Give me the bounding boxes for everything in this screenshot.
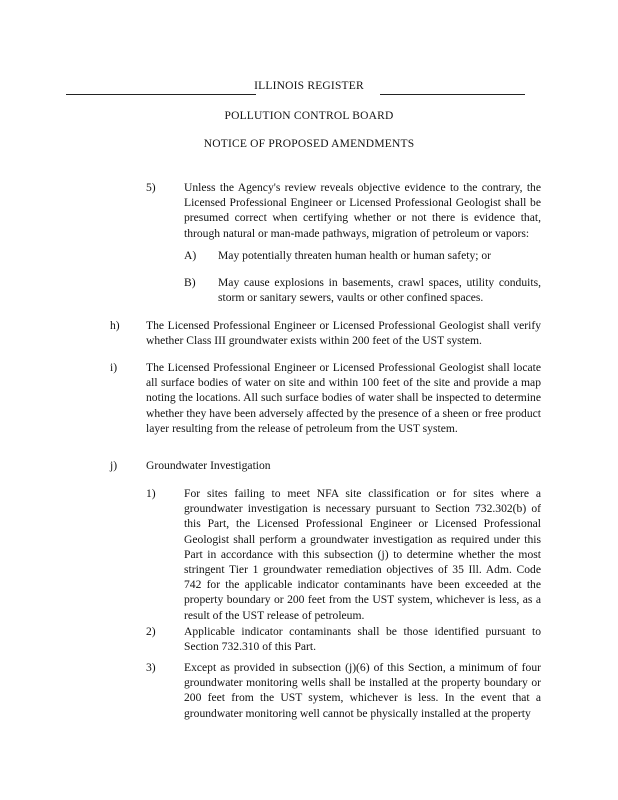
register-title: ILLINOIS REGISTER [254,80,364,92]
item-5-label: 5) [146,181,156,194]
item-j-heading: Groundwater Investigation [146,459,271,472]
item-A-text: May potentially threaten human health or human safety; or [218,249,492,262]
header-rule-left [66,94,256,95]
item-A-label: A) [184,249,197,262]
notice-title: NOTICE OF PROPOSED AMENDMENTS [203,138,415,150]
item-i-label: i) [110,361,118,374]
item-j-label: j) [110,459,118,472]
header-rule-right [380,94,525,95]
item-j2-text: Applicable indicator contaminants shall be those identified pursuant to Section 732.310 of this Part. [184,625,541,654]
item-j3-text: Except as provided in subsection (j)(6) of this Section, a minimum of four groundwater monitoring wells shall be installed at the property boundary or 200 feet from the UST system, whichever is less. In the event that a groundwater monitoring well cannot be physically installed at the property [184,661,541,720]
item-B-label: B) [184,276,196,289]
item-i-text: The Licensed Professional Engineer or Licensed Professional Geologist shall locate all surface bodies of water on site and within 100 feet of the site and provide a map noting the locations. All such surface bodies of water shall be inspected to determine whether they have been adversely affected by the presence of a sheen or free product layer resulting from the release of petroleum from the UST system. [146,361,541,435]
item-B-text: May cause explosions in basements, crawl spaces, utility conduits, storm or sanitary sewers, vaults or other confined spaces. [218,276,541,305]
item-j2-label: 2) [146,625,156,638]
item-j3-label: 3) [146,661,156,674]
item-h-text: The Licensed Professional Engineer or Licensed Professional Geologist shall verify whether Class III groundwater exists within 200 feet of the UST system. [146,319,541,348]
item-5-text: Unless the Agency's review reveals objective evidence to the contrary, the Licensed Professional Engineer or Licensed Professional Geologist shall be presumed correct when certifying whether or not there is evidence that, through natural or man-made pathways, migration of petroleum or vapors: [184,181,541,240]
board-title: POLLUTION CONTROL BOARD [224,110,394,122]
item-h-label: h) [110,319,120,332]
item-j1-label: 1) [146,487,156,500]
item-j1-text: For sites failing to meet NFA site classification or for sites where a groundwater investigation is necessary pursuant to Section 732.302(b) of this Part, the Licensed Professional Engineer or Licensed Professional Geologist shall perform a groundwater investigation as required under this Part in accordance with this subsection (j) to determine whether the most stringent Tier 1 groundwater remediation objectives of 35 Ill. Adm. Code 742 for the applicable indicator contaminants have been exceeded at the property boundary or 200 feet from the UST system, whichever is less, as a result of the UST release of petroleum. [184,487,541,622]
